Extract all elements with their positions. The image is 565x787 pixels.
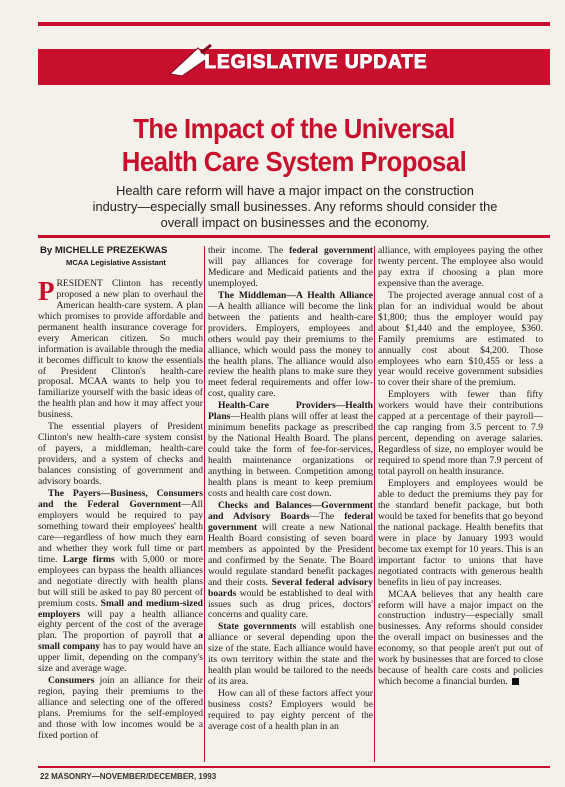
column-1 <box>38 246 203 743</box>
subhead: Consumers <box>48 675 95 687</box>
paragraph <box>378 590 543 689</box>
drop-cap: P <box>38 275 55 306</box>
paragraph <box>38 676 203 742</box>
paragraph-text: will establish one alliance or several depending upon the size of the state. Each alliance would have its own territory within the state and the health plan would be tailored to the needs of its area. <box>208 621 374 688</box>
paragraph-text: will pay alliances for coverage for Medicare and Medicaid patients and the unemployed. <box>208 255 373 289</box>
top-rule <box>38 22 550 26</box>
paragraph-text: RESIDENT Clinton has recently proposed a new plan to overhaul the American health-care system. A plan which promises to provide affordable and permanent health insurance coverage for every American citizen. So much information is available through the media it becomes difficult to know the essentials of President Clinton's health-care proposal. MCAA wants to help you to familiarize yourself with the basic ideas of the health plan and how it may affect your business. <box>38 277 203 421</box>
bold-phrase: Large firms <box>62 553 115 565</box>
bold-phrase: federal government <box>289 245 373 256</box>
paragraph-text: will pay a health alliance eighty percent of the cost of the average plan. The proportion of payroll that <box>38 608 203 642</box>
paragraph-text: with 5,000 or more employees can bypass the health alliances and negotiate directly with health plans but will still be asked to pay 80 percent of premium costs. <box>38 553 203 609</box>
bold-phrase: federal government <box>208 510 373 533</box>
column-2 <box>208 246 373 734</box>
subhead: Health-Care Providers—Health Plans <box>208 400 373 423</box>
subhead: The Middleman—A Health Alliance <box>218 289 373 301</box>
paragraph-text: —Health plans will offer at least the minimum benefits package as prescribed by the National Health Board. The plans could take the form of fee-for-services, health maintenance organizations or anything in between. Competition among health plans is meant to keep premium costs and health care cost down. <box>208 411 373 499</box>
paragraph: Employers with fewer than fifty workers would have their contributions capped at a percentage of their payroll—the cap ranging from 3.5 percent to 7.9 percent, depending on average salaries. Regardless of size, no employer would be required to spend more than 7.9 percent of total payroll on health insurance. <box>378 389 543 478</box>
paragraph <box>208 291 373 401</box>
bold-phrase: a small company <box>38 630 203 653</box>
paragraph-text: will create a new National Health Board consisting of seven board members as appointed by the President and confirmed by the Senate. The Board would regulate standard benefit packages and their costs. <box>208 521 373 588</box>
paragraph-text: —The <box>309 510 345 522</box>
page-footer: 22 MASONRY—NOVEMBER/DECEMBER, 1993 <box>40 772 217 781</box>
paragraph <box>208 622 373 688</box>
article-deck <box>75 183 515 231</box>
deck-line: industry—especially small businesses. Any reforms should consider the <box>92 199 498 214</box>
deck-line: overall impact on businesses and the economy. <box>160 215 430 230</box>
paragraph: The essential players of President Clinton's new health-care system consist of payers, a middleman, health-care providers, and a system of checks and balances consisting of government and advisory boards. <box>38 421 203 488</box>
end-mark-icon <box>512 678 519 685</box>
header-divider <box>38 235 550 238</box>
byline: By MICHELLE PREZEKWAS <box>40 245 168 256</box>
subhead: State governments <box>218 621 297 633</box>
paragraph: The projected average annual cost of a plan for an individual would be about $1,800; thus the employer would pay about $1,440 and the employee, $360. Family premiums are estimated to annually cost about $4,200. Those employees who earn $10,455 or less a year would receive government subsidies to cover their share of the premium. <box>378 289 543 389</box>
byline-role: MCAA Legislative Assistant <box>66 257 166 267</box>
paragraph: How can all of these factors affect your business costs? Employers would be required to pay eighty percent of the average cost of a health plan in an <box>208 688 373 732</box>
paragraph <box>38 489 203 675</box>
paragraph-text: would be established to deal with issues such as drug prices, doctors' concerns and quality care. <box>208 587 373 621</box>
footer-rule <box>38 766 550 768</box>
article-title <box>38 112 550 178</box>
paragraph-text: —A health alliance will become the link between the patients and health-care providers. Employers, employees and others would pay their premiums to the alliance, which would pass the money to the health plans. The alliance would also review the health plans to make sure they meet federal requirements and offer low-cost, quality care. <box>208 300 373 400</box>
paragraph-text: has to pay would have an upper limit, depending on the company's size and average wage. <box>38 641 203 675</box>
article-title-line: Health Care System Proposal <box>121 146 467 177</box>
paragraph-text: —All employers would be required to pay something toward their employees' health care—regardless of how much they earn and whether they work full time or part time. <box>38 498 203 565</box>
column-3 <box>378 246 543 689</box>
paragraph-text: join an alliance for their region, paying their premiums to the alliance and selecting one of the offered plans. Premiums for the self-employed and those with low incomes would be a fixed portion of <box>38 675 203 741</box>
paragraph-text: MCAA believes that any health care reform will have a major impact on the construction industry—especially small businesses. Any reforms should consider the overall impact on businesses and the economy, so that people aren't put out of work by businesses that are forced to close because of health care costs and policies which become a financial burden. <box>378 588 543 688</box>
subhead: The Payers—Business, Consumers and the Federal Government <box>38 488 203 510</box>
banner-title: LEGISLATIVE UPDATE <box>204 52 428 73</box>
bold-phrase: Several federal advisory boards <box>208 576 373 599</box>
paragraph <box>208 501 373 621</box>
paragraph <box>208 246 373 290</box>
paragraph-text: their income. The <box>208 245 290 256</box>
subhead: Checks and Balances—Government and Advisory Boards <box>208 499 373 522</box>
paragraph: Employers and employees would be able to deduct the premiums they pay for the standard benefit package, but both would be taxed for benefits that go beyond the national package. Health benefits that were in place by January 1993 would become tax exempt for 10 years. This is an important factor to unions that have negotiated contracts with generous health benefits in lieu of pay increases. <box>378 478 543 588</box>
article-title-line: The Impact of the Universal <box>133 113 455 144</box>
column-divider <box>204 246 205 762</box>
column-divider <box>374 246 375 762</box>
bold-phrase: Small and medium-sized employers <box>38 597 203 620</box>
paragraph: alliance, with employees paying the other twenty percent. The employee also would pay extra if choosing a plan more expensive than the average. <box>378 245 543 289</box>
paragraph <box>208 401 373 500</box>
deck-line: Health care reform will have a major impact on the construction <box>116 183 474 198</box>
paragraph <box>38 275 203 421</box>
